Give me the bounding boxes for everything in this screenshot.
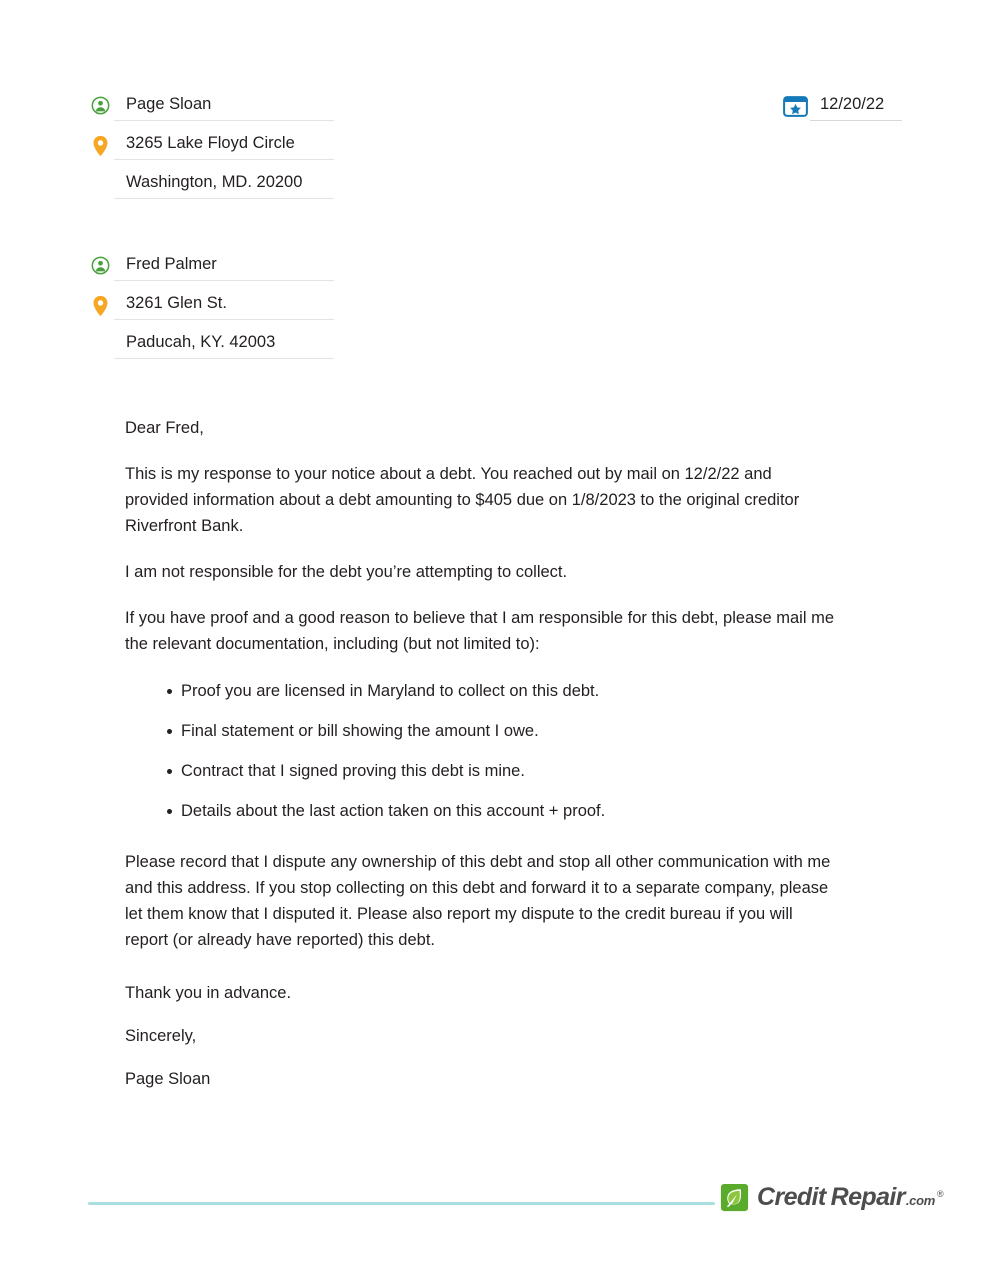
- logo-word-repair: Repair: [830, 1183, 905, 1211]
- letter-closing: [125, 981, 837, 1092]
- sender-city-state-zip: Washington, MD. 20200: [114, 172, 334, 199]
- recipient-name: Fred Palmer: [114, 254, 334, 281]
- logo-word-com: .com: [905, 1193, 936, 1208]
- letter-thanks: Thank you in advance.: [125, 984, 292, 1002]
- list-item: Proof you are licensed in Maryland to collect on this debt.: [125, 679, 837, 703]
- sender-name-row: [86, 94, 334, 133]
- recipient-address-block: [86, 254, 334, 371]
- sender-city-row: [86, 172, 334, 211]
- sender-street: 3265 Lake Floyd Circle: [114, 133, 334, 160]
- list-item: Contract that I signed proving this debt is mine.: [125, 759, 837, 783]
- creditrepair-leaf-logo-icon: [719, 1182, 750, 1213]
- letter-sign-off: Sincerely,: [125, 1027, 197, 1045]
- person-circle-icon: [86, 94, 114, 115]
- calendar-star-icon: [783, 94, 810, 123]
- letter-date-block: [783, 94, 902, 123]
- proof-requirements-list: [125, 679, 837, 823]
- recipient-name-row: [86, 254, 334, 293]
- list-item: Details about the last action taken on this account + proof.: [125, 799, 837, 823]
- page-footer: [0, 1182, 995, 1230]
- sender-name: Page Sloan: [114, 94, 334, 121]
- recipient-city-state-zip: Paducah, KY. 42003: [114, 332, 334, 359]
- letter-paragraph-2: I am not responsible for the debt you’re attempting to collect.: [125, 563, 568, 581]
- letter-salutation: Dear Fred,: [125, 419, 204, 437]
- recipient-city-row: [86, 332, 334, 371]
- person-circle-icon: [86, 254, 114, 275]
- map-pin-icon: [86, 133, 114, 157]
- letter-paragraph-4: Please record that I dispute any ownership of this debt and stop all other communication with me and this address. If you stop collecting on this debt and forward it to a separate company, please let them know that I disputed it. Please also report my dispute to the credit bureau if you will report (or already have reported) this debt.: [125, 853, 831, 949]
- map-pin-icon: [86, 293, 114, 317]
- recipient-street: 3261 Glen St.: [114, 293, 334, 320]
- logo-word-credit: Credit: [757, 1183, 826, 1211]
- letter-paragraph-3: If you have proof and a good reason to believe that I am responsible for this debt, please mail me the relevant documentation, including (but not limited to):: [125, 609, 835, 653]
- recipient-street-row: [86, 293, 334, 332]
- list-item: Final statement or bill showing the amount I owe.: [125, 719, 837, 743]
- creditrepair-logo-text: [757, 1183, 944, 1212]
- letter-date-value: 12/20/22: [810, 94, 902, 121]
- letter-signature-name: Page Sloan: [125, 1070, 211, 1088]
- footer-divider: [88, 1202, 715, 1205]
- letter-body: [125, 416, 837, 1092]
- letter-paragraph-1: This is my response to your notice about a debt. You reached out by mail on 12/2/22 and provided information about a debt amounting to $405 due on 1/8/2023 to the original creditor Riverfront Bank.: [125, 465, 800, 535]
- sender-street-row: [86, 133, 334, 172]
- creditrepair-logo: [719, 1182, 944, 1213]
- logo-trademark-symbol: ®: [937, 1189, 944, 1199]
- sender-address-block: [86, 94, 334, 211]
